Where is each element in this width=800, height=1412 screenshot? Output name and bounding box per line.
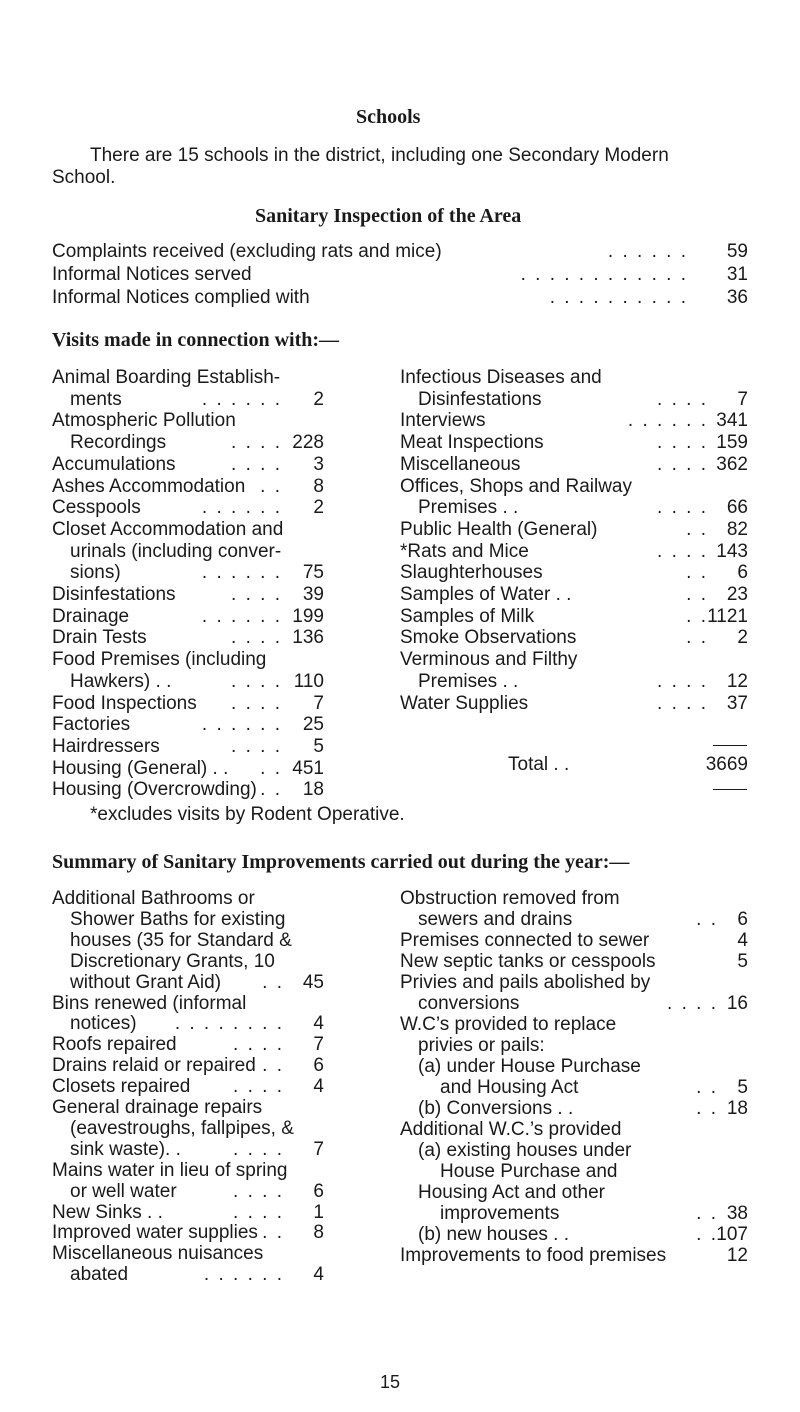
visits-heading: Visits made in connection with:— <box>52 329 340 351</box>
summary-right-leader-dots: . . . . <box>667 993 718 1014</box>
visits-right-row <box>400 671 748 693</box>
summary-right-row <box>400 1035 748 1057</box>
visits-left-label: Food Premises (including <box>52 649 267 671</box>
visits-left-leader-dots: . . . . <box>231 432 282 454</box>
inspection-leader-dots: . . . . . . <box>607 241 688 262</box>
visits-right-label: Water Supplies <box>400 692 529 714</box>
visits-right-row <box>400 606 748 628</box>
visits-left-value: 5 <box>313 735 324 757</box>
visits-right-leader-dots: . . <box>686 518 708 540</box>
visits-left-label: Closet Accommodation and <box>52 518 284 540</box>
summary-right-value: 107 <box>716 1224 748 1245</box>
visits-left-label: Animal Boarding Establish- <box>52 367 281 388</box>
inspection-leader-dots: . . . . . . . . . . . . <box>520 264 688 285</box>
visits-left-leader-dots: . . <box>260 757 282 779</box>
summary-left-label: Roofs repaired <box>52 1034 177 1056</box>
visits-left-value: 18 <box>302 779 324 801</box>
visits-right-label: Samples of Milk <box>400 605 535 627</box>
visits-right-row <box>400 476 748 498</box>
schools-paragraph-line-1: There are 15 schools in the district, including one Secondary Modern <box>90 145 669 166</box>
summary-left-row <box>52 888 324 910</box>
inspection-leader-dots: . . . . . . . . . . <box>549 287 688 308</box>
inspection-label: Complaints received (excluding rats and mice) <box>52 241 442 262</box>
visits-left-label: Recordings <box>70 432 167 454</box>
schools-heading: Schools <box>356 106 421 128</box>
visits-left-leader-dots: . . . . . . <box>201 497 282 519</box>
summary-right-label: improvements <box>440 1203 560 1224</box>
summary-right-label: Additional W.C.’s provided <box>400 1119 622 1140</box>
summary-left-label: (eavestroughs, fallpipes, & <box>70 1117 294 1139</box>
summary-left-label: Mains water in lieu of spring <box>52 1159 288 1181</box>
summary-left-value: 7 <box>313 1138 324 1160</box>
summary-right-row <box>400 951 748 973</box>
summary-right-value: 12 <box>726 1245 748 1266</box>
visits-left-row <box>52 410 324 432</box>
summary-left-row <box>52 1118 324 1140</box>
visits-right-value: 82 <box>726 518 748 540</box>
visits-left-label: Housing (General) . . <box>52 757 229 779</box>
visits-right-label: Public Health (General) <box>400 518 598 540</box>
summary-right-label: sewers and drains <box>418 909 573 930</box>
summary-left-label: Additional Bathrooms or <box>52 888 255 909</box>
visits-left-row <box>52 367 324 389</box>
visits-left-row <box>52 541 324 563</box>
visits-right-value: 6 <box>737 562 748 584</box>
visits-left-label: Hairdressers <box>52 735 160 757</box>
visits-right-value: 37 <box>726 692 748 714</box>
summary-right-label: Improvements to food premises <box>400 1245 667 1266</box>
summary-right-row <box>400 1077 748 1099</box>
visits-left-value: 228 <box>292 432 324 454</box>
visits-left-label: Accumulations <box>52 453 176 475</box>
visits-left-value: 199 <box>292 605 324 627</box>
summary-left-label: Drains relaid or repaired <box>52 1055 256 1077</box>
summary-right-label: Premises connected to sewer <box>400 930 650 951</box>
total-rule-bottom <box>713 789 747 790</box>
inspection-value: 36 <box>726 287 748 308</box>
visits-left-row <box>52 497 324 519</box>
summary-left-value: 4 <box>313 1264 324 1286</box>
visits-left-label: Atmospheric Pollution <box>52 410 236 432</box>
summary-left-label: Shower Baths for existing <box>70 908 286 930</box>
visits-right-label: Smoke Observations <box>400 627 577 649</box>
summary-left-row <box>52 951 324 973</box>
visits-left-row <box>52 606 324 628</box>
visits-left-label: Drainage <box>52 605 130 627</box>
summary-right-value: 5 <box>737 951 748 972</box>
summary-left-label: without Grant Aid) <box>70 971 222 993</box>
summary-left-label: New Sinks . . <box>52 1201 163 1223</box>
visits-right-leader-dots: . . . . <box>657 692 708 714</box>
visits-right-label: Premises . . <box>418 497 519 519</box>
summary-right-row <box>400 1245 748 1267</box>
summary-left-leader-dots: . . . . <box>233 1076 284 1098</box>
visits-right-leader-dots: . . . . <box>657 432 708 454</box>
summary-right-label: and Housing Act <box>440 1077 579 1098</box>
summary-left-row <box>52 1076 324 1098</box>
total-value: 3669 <box>705 754 748 775</box>
visits-left-value: 8 <box>313 475 324 497</box>
summary-left-row <box>52 1160 324 1182</box>
visits-right-leader-dots: . . . . <box>657 670 708 692</box>
visits-right-value: 12 <box>726 670 748 692</box>
visits-left-leader-dots: . . <box>260 779 282 801</box>
summary-right-label: New septic tanks or cesspools <box>400 951 656 972</box>
summary-right-row <box>400 1119 748 1141</box>
summary-right-row <box>400 1203 748 1225</box>
summary-left-row <box>52 1013 324 1035</box>
summary-right-row <box>400 993 748 1015</box>
visits-right-row <box>400 541 748 563</box>
summary-left-label: or well water <box>70 1180 177 1202</box>
visits-right-value: 23 <box>726 584 748 605</box>
visits-left-label: Drain Tests <box>52 627 147 649</box>
summary-left-leader-dots: . . . . <box>233 1034 284 1056</box>
visits-right-row <box>400 627 748 649</box>
summary-right-row <box>400 1014 748 1036</box>
visits-left-leader-dots: . . . . <box>231 670 282 692</box>
summary-left-row <box>52 1222 324 1244</box>
visits-left-row <box>52 389 324 411</box>
visits-left-value: 136 <box>292 627 324 649</box>
visits-left-value: 75 <box>302 562 324 584</box>
visits-right-leader-dots: . . . . <box>657 497 708 519</box>
summary-left-label: houses (35 for Standard & <box>70 929 292 951</box>
summary-right-value: 16 <box>726 993 748 1014</box>
summary-left-value: 4 <box>313 1013 324 1035</box>
visits-left-row <box>52 584 324 606</box>
visits-right-row <box>400 519 748 541</box>
summary-left-leader-dots: . . <box>262 971 284 993</box>
summary-right-leader-dots: . . <box>696 1224 718 1245</box>
visits-left-label: Factories <box>52 714 131 736</box>
summary-right-value: 6 <box>737 909 748 930</box>
summary-left-value: 6 <box>313 1055 324 1077</box>
summary-left-row <box>52 1264 324 1286</box>
visits-right-label: Interviews <box>400 410 486 432</box>
summary-right-value: 5 <box>737 1077 748 1098</box>
summary-left-row <box>52 1034 324 1056</box>
visits-left-leader-dots: . . . . . . <box>201 714 282 736</box>
visits-right-row <box>400 454 748 476</box>
visits-right-leader-dots: . . <box>686 562 708 584</box>
summary-right-row <box>400 972 748 994</box>
summary-left-leader-dots: . . . . <box>233 1138 284 1160</box>
visits-left-row <box>52 519 324 541</box>
visits-left-label: Disinfestations <box>52 584 176 605</box>
visits-right-label: *Rats and Mice <box>400 540 529 562</box>
summary-left-row <box>52 1181 324 1203</box>
summary-left-value: 7 <box>313 1034 324 1056</box>
summary-right-label: House Purchase and <box>440 1161 618 1182</box>
summary-left-leader-dots: . . . . <box>233 1180 284 1202</box>
visits-right-leader-dots: . . <box>686 627 708 649</box>
visits-right-label: Infectious Diseases and <box>400 367 602 388</box>
summary-left-value: 6 <box>313 1180 324 1202</box>
visits-right-value: 2 <box>737 627 748 649</box>
summary-right-label: Obstruction removed from <box>400 888 620 909</box>
summary-right-value: 38 <box>726 1203 748 1224</box>
visits-right-label: Miscellaneous <box>400 453 521 475</box>
visits-left-row <box>52 779 324 801</box>
summary-right-row <box>400 1182 748 1204</box>
summary-right-value: 4 <box>737 930 748 951</box>
summary-right-label: (a) under House Purchase <box>418 1056 641 1077</box>
summary-right-row <box>400 1161 748 1183</box>
summary-right-label: Housing Act and other <box>418 1182 605 1203</box>
visits-left-leader-dots: . . <box>260 475 282 497</box>
visits-left-label: Housing (Overcrowding) <box>52 779 257 801</box>
visits-left-row <box>52 671 324 693</box>
summary-right-row <box>400 909 748 931</box>
visits-right-label: Disinfestations <box>418 388 542 410</box>
summary-left-row <box>52 1243 324 1265</box>
visits-left-row <box>52 562 324 584</box>
summary-left-row <box>52 1202 324 1224</box>
visits-right-row <box>400 562 748 584</box>
visits-left-row <box>52 693 324 715</box>
summary-right-label: privies or pails: <box>418 1035 545 1056</box>
summary-right-leader-dots: . . <box>696 1203 718 1224</box>
visits-left-leader-dots: . . . . <box>231 735 282 757</box>
total-label: Total . . <box>508 754 570 775</box>
inspection-row <box>52 264 748 286</box>
visits-right-label: Slaughterhouses <box>400 562 543 584</box>
summary-right-value: 18 <box>726 1098 748 1119</box>
visits-right-leader-dots: . . . . <box>657 453 708 475</box>
visits-right-value: 341 <box>716 410 748 432</box>
summary-left-label: General drainage repairs <box>52 1097 263 1118</box>
summary-left-row <box>52 993 324 1015</box>
visits-left-value: 451 <box>292 757 324 779</box>
visits-left-leader-dots: . . . . <box>231 453 282 475</box>
visits-right-leader-dots: . . . . <box>657 388 708 410</box>
visits-left-label: ments <box>70 388 122 410</box>
visits-left-leader-dots: . . . . . . <box>201 562 282 584</box>
visits-right-value: 362 <box>716 453 748 475</box>
summary-right-row <box>400 1140 748 1162</box>
schools-paragraph-line-2: School. <box>52 167 116 188</box>
visits-right-row <box>400 410 748 432</box>
visits-right-label: Samples of Water . . <box>400 584 572 605</box>
inspection-row <box>52 287 748 309</box>
visits-footnote: *excludes visits by Rodent Operative. <box>90 804 405 825</box>
total-rule-top <box>713 745 747 746</box>
summary-left-row <box>52 972 324 994</box>
visits-left-value: 25 <box>302 714 324 736</box>
visits-left-value: 110 <box>293 670 324 692</box>
visits-right-value: 143 <box>716 540 748 562</box>
visits-right-label: Offices, Shops and Railway <box>400 475 632 497</box>
summary-left-label: Bins renewed (informal <box>52 992 247 1014</box>
visits-left-value: 2 <box>313 388 324 410</box>
summary-left-row <box>52 909 324 931</box>
summary-left-row <box>52 930 324 952</box>
visits-left-label: Hawkers) . . <box>70 670 172 692</box>
visits-right-label: Premises . . <box>418 670 519 692</box>
visits-left-value: 7 <box>313 692 324 714</box>
summary-left-label: abated <box>70 1264 129 1286</box>
inspection-row <box>52 241 748 263</box>
summary-right-label: W.C’s provided to replace <box>400 1014 617 1035</box>
summary-left-row <box>52 1055 324 1077</box>
summary-right-label: Privies and pails abolished by <box>400 972 651 993</box>
visits-left-row <box>52 714 324 736</box>
visits-right-label: Verminous and Filthy <box>400 649 578 671</box>
summary-left-leader-dots: . . . . <box>233 1201 284 1223</box>
inspection-value: 59 <box>726 241 748 262</box>
visits-left-row <box>52 736 324 758</box>
summary-left-label: Improved water supplies <box>52 1222 258 1244</box>
summary-left-label: Discretionary Grants, 10 <box>70 950 275 972</box>
visits-right-row <box>400 432 748 454</box>
visits-left-label: urinals (including conver- <box>70 540 282 562</box>
summary-right-row <box>400 1098 748 1120</box>
visits-right-row <box>400 693 748 715</box>
summary-left-value: 4 <box>313 1076 324 1098</box>
visits-right-row <box>400 367 748 389</box>
visits-right-label: Meat Inspections <box>400 432 544 454</box>
summary-right-row <box>400 1224 748 1246</box>
summary-left-label: Closets repaired <box>52 1076 191 1098</box>
visits-right-row <box>400 584 748 606</box>
visits-left-row <box>52 454 324 476</box>
visits-left-value: 3 <box>313 453 324 475</box>
inspection-label: Informal Notices served <box>52 264 252 285</box>
visits-right-row <box>400 649 748 671</box>
visits-left-leader-dots: . . . . <box>231 584 282 605</box>
summary-left-row <box>52 1139 324 1161</box>
summary-right-leader-dots: . . <box>696 1077 718 1098</box>
visits-right-leader-dots: . . <box>686 605 708 627</box>
summary-left-row <box>52 1097 324 1119</box>
visits-left-row <box>52 476 324 498</box>
summary-right-leader-dots: . . <box>696 909 718 930</box>
visits-left-label: Food Inspections <box>52 692 197 714</box>
summary-right-label: conversions <box>418 993 520 1014</box>
visits-left-leader-dots: . . . . . . <box>201 605 282 627</box>
summary-left-label: notices) <box>70 1013 137 1035</box>
summary-left-leader-dots: . . <box>262 1055 284 1077</box>
visits-left-value: 2 <box>313 497 324 519</box>
summary-right-label: (b) Conversions . . <box>418 1098 574 1119</box>
summary-right-row <box>400 888 748 910</box>
visits-right-value: 66 <box>726 497 748 519</box>
summary-left-leader-dots: . . . . . . <box>203 1264 284 1286</box>
visits-right-row <box>400 497 748 519</box>
visits-left-label: Ashes Accommodation <box>52 475 246 497</box>
summary-left-label: sink waste). . <box>70 1138 181 1160</box>
summary-left-leader-dots: . . <box>262 1222 284 1244</box>
visits-left-row <box>52 649 324 671</box>
summary-heading: Summary of Sanitary Improvements carried out during the year:— <box>52 851 630 873</box>
summary-left-value: 8 <box>313 1222 324 1244</box>
visits-left-leader-dots: . . . . <box>231 692 282 714</box>
summary-left-value: 45 <box>302 971 324 993</box>
visits-left-row <box>52 432 324 454</box>
total-row <box>400 754 748 776</box>
summary-right-row <box>400 930 748 952</box>
summary-right-leader-dots: . . <box>696 1098 718 1119</box>
visits-left-row <box>52 627 324 649</box>
visits-left-label: sions) <box>70 562 121 584</box>
visits-right-row <box>400 389 748 411</box>
summary-left-label: Miscellaneous nuisances <box>52 1243 264 1265</box>
inspection-label: Informal Notices complied with <box>52 287 310 308</box>
visits-left-row <box>52 758 324 780</box>
summary-left-value: 1 <box>313 1201 324 1223</box>
visits-right-leader-dots: . . . . . . <box>627 410 708 432</box>
visits-left-leader-dots: . . . . . . <box>201 388 282 410</box>
summary-left-leader-dots: . . . . . . . . <box>174 1013 284 1035</box>
page-number: 15 <box>380 1372 401 1392</box>
visits-right-value: 159 <box>716 432 748 454</box>
visits-left-label: Cesspools <box>52 497 141 519</box>
visits-right-value: 7 <box>737 388 748 410</box>
sanitary-inspection-heading: Sanitary Inspection of the Area <box>255 205 522 227</box>
visits-left-value: 39 <box>302 584 324 605</box>
summary-right-label: (b) new houses . . <box>418 1224 570 1245</box>
visits-right-leader-dots: . . <box>686 584 708 605</box>
summary-right-label: (a) existing houses under <box>418 1140 632 1161</box>
visits-right-value: 1121 <box>707 605 748 627</box>
visits-left-leader-dots: . . . . <box>231 627 282 649</box>
visits-right-leader-dots: . . . . <box>657 540 708 562</box>
inspection-value: 31 <box>726 264 748 285</box>
summary-right-row <box>400 1056 748 1078</box>
